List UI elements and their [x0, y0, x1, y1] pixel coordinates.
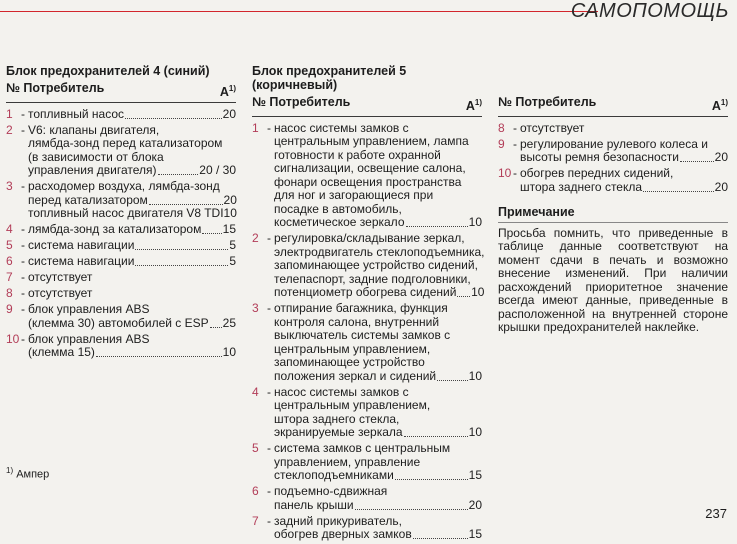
fuse-number: 4 — [6, 222, 13, 237]
fuse-separator: - — [21, 106, 25, 121]
block-5-rows — [252, 120, 485, 542]
description-line: электродвигатель стеклоподъемника, — [274, 244, 485, 259]
fuse-row — [6, 287, 236, 301]
fuse-number: 5 — [252, 441, 259, 456]
column-header-consumer: № Потребитель — [252, 95, 351, 109]
description-line: регулировка/складывание зеркал, — [274, 231, 465, 246]
leader-dots — [202, 223, 221, 234]
leader-dots — [135, 255, 228, 266]
fuse-row — [6, 271, 236, 285]
fuse-description — [28, 180, 237, 221]
fuse-amperage: 10 — [223, 206, 237, 221]
description-line: лямбда-зонд перед катализатором — [28, 136, 223, 151]
fuse-row — [6, 108, 236, 122]
description-line: управления двигателя) 20 / 30 — [28, 163, 236, 178]
fuse-row — [252, 302, 482, 383]
leader-dots — [395, 469, 468, 480]
description-line: штора заднего стекла, — [274, 411, 400, 426]
description-line: система замков с центральным — [274, 441, 451, 456]
fuse-number: 3 — [252, 301, 259, 316]
fuse-description — [274, 442, 482, 483]
fuse-amperage: 20 / 30 — [199, 163, 236, 178]
fuse-block-4 — [6, 64, 236, 362]
leader-dots — [125, 108, 222, 119]
description-line: (клемма 15) 10 — [28, 345, 236, 360]
page-header-title: САМОПОМОЩЬ — [570, 0, 729, 22]
fuse-row — [252, 122, 482, 230]
fuse-number: 8 — [6, 286, 13, 301]
description-line: центральным управлением, лампа — [274, 134, 469, 149]
fuse-number: 7 — [252, 513, 259, 528]
fuse-number: 10 — [6, 331, 20, 346]
fuse-row — [252, 231, 485, 300]
description-line: обогрев дверных замков 15 — [274, 527, 482, 542]
column-header-consumer: № Потребитель — [498, 95, 597, 109]
fuse-description — [28, 255, 236, 269]
fuse-description — [28, 271, 236, 285]
description-line: посадке в автомобиль, — [274, 201, 402, 216]
fuse-description — [28, 223, 236, 237]
fuse-description — [28, 303, 236, 330]
description-line: обогрев передних сидений, — [520, 166, 674, 181]
fuse-number: 9 — [498, 136, 505, 151]
fuse-row — [6, 303, 236, 330]
header-rule — [0, 11, 598, 12]
block-5-table-header — [252, 96, 482, 117]
fuse-separator: - — [21, 302, 25, 317]
fuse-row — [6, 239, 236, 253]
fuse-amperage: 10 — [468, 215, 482, 230]
fuse-amperage: 15 — [468, 468, 482, 483]
description-line: запоминающее устройство — [274, 355, 425, 370]
fuse-row — [6, 223, 236, 237]
column-header-amp: $А^{1)}$ — [711, 98, 728, 114]
fuse-row — [252, 442, 482, 483]
description-line: блок управления ABS — [28, 302, 150, 317]
leader-dots — [135, 239, 228, 250]
fuse-separator: - — [21, 331, 25, 346]
description-line: фонари освещения пространства — [274, 174, 462, 189]
description-line: экранируемые зеркала 10 — [274, 425, 482, 440]
block-4-table-header — [6, 82, 236, 103]
description-line: центральным управлением, — [274, 398, 431, 413]
description-line: задний прикуриватель, — [274, 513, 402, 528]
fuse-number: 10 — [498, 166, 512, 181]
fuse-separator: - — [267, 120, 271, 135]
fuse-number: 4 — [252, 384, 259, 399]
leader-dots — [413, 528, 468, 539]
leader-dots — [158, 164, 199, 175]
description-line: центральным управлением, — [274, 341, 431, 356]
description-line: положения зеркал и сидений 10 — [274, 368, 482, 383]
note-text: Просьба помнить, что приведенные в таблице данные соответствуют на момент сдачи в печать и возможно внесение изменений. При наличии расхождений приоритетное значение всегда имеют данные, приведенные в расположенной на внутренней стороне крышки предохранителей наклейке. — [498, 225, 728, 335]
description-line: топливный насос двигателя V8 TDI 10 — [28, 206, 237, 221]
leader-dots — [96, 346, 222, 357]
fuse-separator: - — [21, 270, 25, 285]
fuse-description — [520, 122, 728, 136]
block-5-title: Блок предохранителей 5 — [252, 64, 407, 78]
fuse-separator: - — [267, 301, 271, 316]
leader-dots — [437, 370, 468, 381]
leader-dots — [149, 194, 223, 205]
block-4-title: Блок предохранителей 4 (синий) — [6, 64, 210, 78]
fuse-separator: - — [513, 136, 517, 151]
fuse-separator: - — [513, 120, 517, 135]
description-line: сигнализации, освещение салона, — [274, 161, 466, 176]
fuse-description — [520, 167, 728, 194]
column-header-consumer: № Потребитель — [6, 81, 105, 95]
description-line: отсутствует — [520, 120, 585, 135]
fuse-number: 8 — [498, 120, 505, 135]
description-line: выключатель системы замков с — [274, 328, 451, 343]
description-line: стеклоподъемниками 15 — [274, 468, 482, 483]
fuse-amperage: 25 — [222, 315, 236, 330]
block-4-rows — [6, 108, 236, 360]
fuse-row — [6, 333, 236, 360]
leader-dots — [643, 181, 714, 192]
description-line: топливный насос 20 — [28, 106, 236, 121]
fuse-number: 5 — [6, 238, 13, 253]
description-line: насос системы замков с — [274, 384, 409, 399]
column-header-amp: $А^{1)}$ — [219, 84, 236, 100]
fuse-amperage: 20 — [714, 179, 728, 194]
fuse-amperage: 10 — [468, 368, 482, 383]
description-line: контроля салона, внутренний — [274, 314, 440, 329]
fuse-number: 2 — [6, 122, 13, 137]
page-number: 237 — [705, 506, 727, 521]
description-line: потенциометр обогрева сидений 10 — [274, 285, 485, 300]
leader-dots — [680, 151, 714, 162]
fuse-amperage: 15 — [468, 527, 482, 542]
fuse-separator: - — [267, 484, 271, 499]
description-line: косметическое зеркало 10 — [274, 215, 482, 230]
description-line: отсутствует — [28, 286, 93, 301]
description-line: блок управления ABS — [28, 331, 150, 346]
fuse-separator: - — [21, 286, 25, 301]
fuse-block-5 — [252, 64, 485, 544]
footnote: $^{1)}$ Ампер — [6, 466, 50, 481]
fuse-amperage: 20 — [714, 150, 728, 165]
fuse-separator: - — [267, 231, 271, 246]
leader-dots — [210, 317, 222, 328]
leader-dots — [355, 499, 468, 510]
description-line: (клемма 30) автомобилей с ESP 25 — [28, 315, 236, 330]
block-6-rows — [498, 122, 728, 195]
fuse-amperage: 20 — [223, 192, 237, 207]
fuse-separator: - — [21, 179, 25, 194]
description-line: регулирование рулевого колеса и — [520, 136, 708, 151]
fuse-description — [274, 485, 482, 512]
fuse-row — [252, 485, 482, 512]
fuse-description — [274, 515, 482, 542]
fuse-description — [520, 138, 728, 165]
description-line: панель крыши 20 — [274, 497, 482, 512]
fuse-description — [28, 124, 236, 178]
fuse-amperage: 5 — [229, 238, 236, 253]
fuse-number: 1 — [252, 120, 259, 135]
fuse-block-6 — [498, 92, 728, 335]
fuse-description — [274, 232, 484, 300]
description-line: (в зависимости от блока — [28, 149, 164, 164]
description-line: для ног и загорающиеся при — [274, 188, 434, 203]
fuse-separator: - — [267, 513, 271, 528]
fuse-amperage: 15 — [222, 222, 236, 237]
description-line: телепаспорт, задние подголовники, — [274, 271, 471, 286]
fuse-number: 2 — [252, 231, 259, 246]
description-line: V6: клапаны двигателя, — [28, 122, 160, 137]
fuse-description — [28, 108, 236, 122]
note-title: Примечание — [498, 206, 728, 223]
description-line: штора заднего стекла 20 — [520, 179, 728, 194]
description-line: подъемно-сдвижная — [274, 484, 388, 499]
fuse-description — [28, 287, 236, 301]
fuse-amperage: 10 — [468, 425, 482, 440]
fuse-row — [6, 124, 236, 178]
column-header-amp: $А^{1)}$ — [465, 98, 482, 114]
fuse-description — [28, 239, 236, 253]
fuse-number: 6 — [6, 254, 13, 269]
fuse-amperage: 10 — [471, 285, 485, 300]
fuse-number: 1 — [6, 106, 13, 121]
fuse-description — [274, 122, 482, 230]
fuse-separator: - — [21, 254, 25, 269]
fuse-separator: - — [21, 238, 25, 253]
fuse-row — [6, 255, 236, 269]
description-line: система навигации 5 — [28, 238, 236, 253]
fuse-description — [28, 333, 236, 360]
description-line: управлением, управление — [274, 454, 421, 469]
description-line: перед катализатором 20 — [28, 192, 237, 207]
fuse-description — [274, 302, 482, 383]
fuse-number: 7 — [6, 270, 13, 285]
fuse-amperage: 5 — [229, 254, 236, 269]
fuse-row — [498, 167, 728, 194]
fuse-description — [274, 386, 482, 440]
fuse-number: 6 — [252, 484, 259, 499]
fuse-number: 9 — [6, 302, 13, 317]
fuse-row — [6, 180, 236, 221]
fuse-amperage: 20 — [222, 106, 236, 121]
leader-dots — [457, 286, 470, 297]
description-line: отсутствует — [28, 270, 93, 285]
leader-dots — [404, 426, 468, 437]
fuse-amperage: 20 — [468, 497, 482, 512]
fuse-separator: - — [267, 441, 271, 456]
fuse-separator: - — [21, 222, 25, 237]
fuse-row — [498, 122, 728, 136]
description-line: готовности к работе охранной — [274, 147, 441, 162]
description-line: отпирание багажника, функция — [274, 301, 448, 316]
fuse-separator: - — [267, 384, 271, 399]
fuse-number: 3 — [6, 179, 13, 194]
fuse-separator: - — [513, 166, 517, 181]
description-line: высоты ремня безопасности 20 — [520, 150, 728, 165]
fuse-separator: - — [21, 122, 25, 137]
description-line: система навигации 5 — [28, 254, 236, 269]
fuse-amperage: 10 — [222, 345, 236, 360]
fuse-row — [498, 138, 728, 165]
description-line: лямбда-зонд за катализатором 15 — [28, 222, 236, 237]
block-6-table-header — [498, 96, 728, 117]
leader-dots — [406, 216, 468, 227]
block-5-subtitle: (коричневый) — [252, 78, 338, 92]
description-line: расходомер воздуха, лямбда-зонд — [28, 179, 220, 194]
fuse-row — [252, 386, 482, 440]
description-line: насос системы замков с — [274, 120, 409, 135]
description-line: запоминающее устройство сидений, — [274, 258, 478, 273]
fuse-row — [252, 515, 482, 542]
